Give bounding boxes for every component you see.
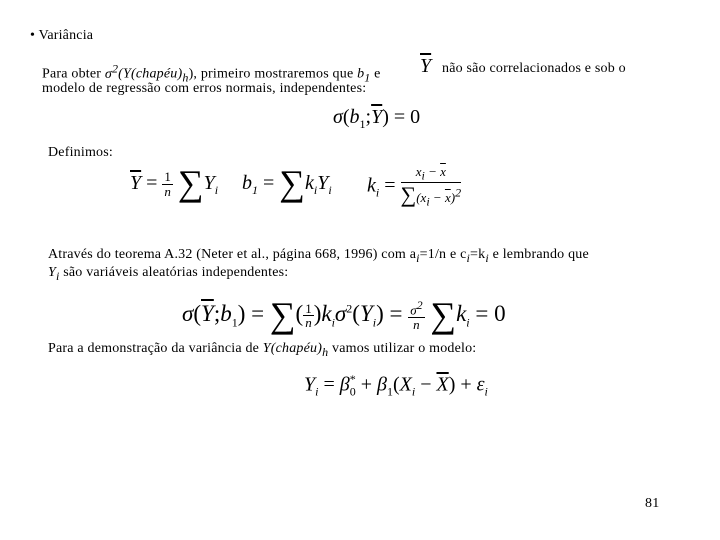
equation-ki-definition: $k_i$ = $\frac{x_i - \overline{x}}{\sum(x_i - \overline{x})^2}$ [367,164,462,209]
paragraph-1-line-1: Para obter $\sigma^2(Y(chapéu)_h)$, primeiro mostraremos que $b_1$ e [42,61,381,85]
paragraph-1-tail: não são correlacionados e sob o [442,61,626,76]
sigma-squared-symbol: $\sigma^2$ [104,61,119,82]
equation-covariance-derivation: $\sigma(\overline{Y};b_1)$ = ∑( $\frac{1}{n}$ )$k_i\sigma^2(Y_i)$ = $\frac{\sigma^2}{n}$ $\sum k_i = 0$ [182,295,506,335]
equation-ybar-definition: $\overline{Y}$ = $\frac{1}{n}$ $\sum Y_i$ [130,163,219,203]
definimos-label: Definimos: [48,145,113,160]
bullet-icon: • [30,28,36,43]
equation-regression-model: $Y_i = \beta_0^* + \beta_1(X_i - \overline{X}) + \varepsilon_i$ [304,372,488,399]
y-bar-symbol: $\overline{Y}$ [420,55,432,77]
equation-b1-definition: $b_1 = \sum k_iY_i$ [242,163,332,203]
paragraph-2-line-1: Através do teorema A.32 (Neter et al., página 668, 1996) com $a_i=1/n$ e $c_i=k_i$ e lembrando que [48,247,589,265]
paragraph-1-line-2: modelo de regressão com erros normais, independentes: [42,81,367,96]
equation-covariance-zero: $\sigma(b_1;\overline{Y}) = 0$ [333,106,421,131]
page-number: 81 [645,496,660,511]
slide-title: • Variância [30,28,94,43]
paragraph-3: Para a demonstração da variância de $Y(chapéu)_h$ vamos utilizar o modelo: [48,341,477,359]
paragraph-2-line-2: $Y_i$ são variáveis aleatórias independentes: [48,265,289,283]
